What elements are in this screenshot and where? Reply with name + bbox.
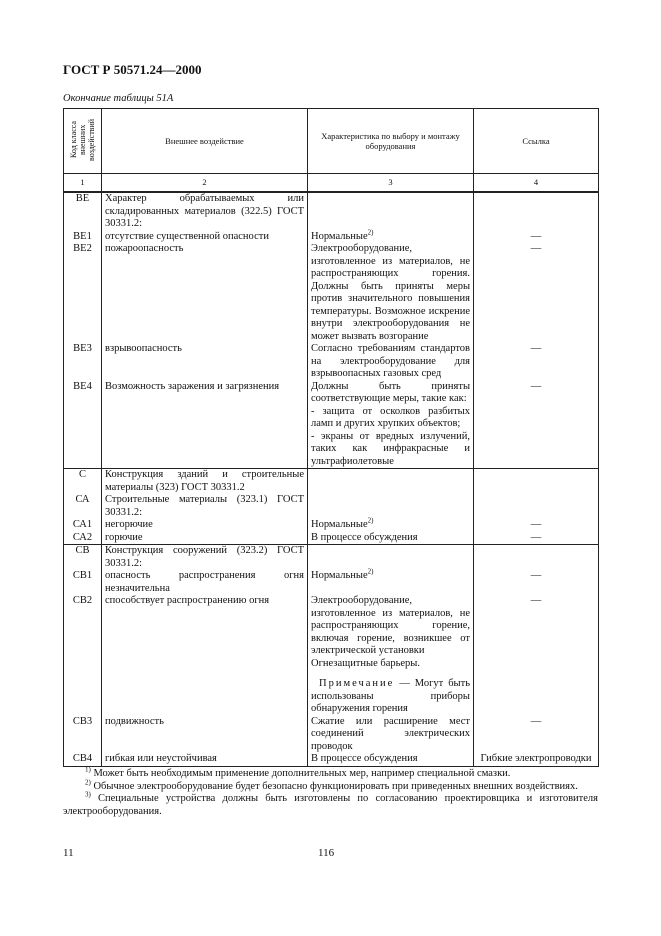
cell-characteristic: Электрооборудование, изготовленное из материалов, не распространяющих горения. Должны быть приняты меры против значительного повышения температуры. Возможное искрение внутри электрооборудования не может вызвать возгорание <box>308 243 474 343</box>
cell-code: С <box>64 469 102 495</box>
cell-code: BE1 <box>64 231 102 244</box>
cell-code: СА2 <box>64 532 102 545</box>
column-number: 3 <box>308 174 474 193</box>
column-number: 4 <box>474 174 599 193</box>
cell-code: СА1 <box>64 519 102 532</box>
table-row <box>64 243 599 343</box>
cell-influence: отсутствие существенной опасности <box>102 231 308 244</box>
cell-influence: негорючие <box>102 519 308 532</box>
table-row <box>64 545 599 571</box>
column-header-code: Код класса внешних воздействий <box>64 109 102 174</box>
cell-reference: Гибкие электропроводки <box>474 753 599 766</box>
cell-characteristic: Сжатие или расширение мест соединений электрических проводок <box>308 716 474 754</box>
column-header-reference: Ссылка <box>474 109 599 174</box>
cell-reference <box>474 494 599 519</box>
table-row <box>64 381 599 469</box>
column-header-characteristic: Характеристика по выбору и монтажу оборудования <box>308 109 474 174</box>
cell-code: BE4 <box>64 381 102 469</box>
cell-characteristic: В процессе обсуждения <box>308 753 474 766</box>
cell-code: СВ4 <box>64 753 102 766</box>
requirements-table <box>63 108 599 767</box>
table-row <box>64 494 599 519</box>
cell-reference: — <box>474 519 599 532</box>
cell-reference: — <box>474 595 599 716</box>
column-header-influence: Внешнее воздействие <box>102 109 308 174</box>
cell-reference: — <box>474 243 599 343</box>
cell-code: СВ1 <box>64 570 102 595</box>
cell-characteristic: Нормальные$^{2)}$ <box>308 519 474 532</box>
table-row <box>64 595 599 716</box>
footnote: $^{3)}$ Специальные устройства должны быть изготовлены по согласованию проектировщика и изготовителя электрооборудования. <box>63 790 598 817</box>
cell-code: BE <box>64 192 102 231</box>
table-row <box>64 343 599 381</box>
column-number: 1 <box>64 174 102 193</box>
cell-characteristic: Согласно требованиям стандартов на электрооборудование для взрывоопасных газовых сред <box>308 343 474 381</box>
cell-influence: Строительные материалы (323.1) ГОСТ 30331.2: <box>102 494 308 519</box>
cell-influence: Конструкция сооружений (323.2) ГОСТ 30331.2: <box>102 545 308 571</box>
table-caption: Окончание таблицы 51А <box>63 93 174 104</box>
cell-reference <box>474 192 599 231</box>
cell-influence: способствует распространению огня <box>102 595 308 716</box>
cell-code: BE2 <box>64 243 102 343</box>
cell-influence: Конструкция зданий и строительные материалы (323) ГОСТ 30331.2 <box>102 469 308 495</box>
cell-reference: — <box>474 570 599 595</box>
cell-characteristic: В процессе обсуждения <box>308 532 474 545</box>
table-row <box>64 469 599 495</box>
cell-reference: — <box>474 381 599 469</box>
cell-influence: горючие <box>102 532 308 545</box>
cell-influence: взрывоопасность <box>102 343 308 381</box>
table-row <box>64 192 599 231</box>
cell-characteristic: Нормальные$^{2)}$ <box>308 231 474 244</box>
cell-characteristic: Должны быть приняты соответствующие меры, такие как: - защита от осколков разбитых ламп и других хрупких объектов; - экраны от вредных излучений, таких как инфракрасные и ультрафиолетовые <box>308 381 474 469</box>
cell-characteristic <box>308 494 474 519</box>
footnote: $^{2)}$ Обычное электрооборудование будет безопасно функционировать при приведенных внешних воздействиях. <box>85 778 578 792</box>
cell-code: СВ <box>64 545 102 571</box>
table-row <box>64 753 599 766</box>
table-row <box>64 532 599 545</box>
cell-characteristic <box>308 469 474 495</box>
cell-characteristic: Электрооборудование, изготовленное из материалов, не распространяющих горение, включая горение, возникшее от электрической установки Огнезащитные барьеры. Примечание — Могут быть использованы приборы обнаружения горения <box>308 595 474 716</box>
cell-influence: гибкая или неустойчивая <box>102 753 308 766</box>
cell-code: СВ2 <box>64 595 102 716</box>
cell-influence: подвижность <box>102 716 308 754</box>
cell-influence: пожароопасность <box>102 243 308 343</box>
cell-reference: — <box>474 343 599 381</box>
page-side-number: 11 <box>63 847 74 859</box>
cell-reference <box>474 545 599 571</box>
cell-characteristic <box>308 192 474 231</box>
footnotes <box>63 765 598 818</box>
cell-code: BE3 <box>64 343 102 381</box>
table-row <box>64 231 599 244</box>
column-number: 2 <box>102 174 308 193</box>
document-title: ГОСТ Р 50571.24—2000 <box>63 62 202 77</box>
cell-reference: — <box>474 231 599 244</box>
footnote: $^{1)}$ Может быть необходимым применение дополнительных мер, например специальной смазки. <box>85 765 511 779</box>
page-number: 116 <box>318 847 335 859</box>
cell-characteristic: Нормальные$^{2)}$ <box>308 570 474 595</box>
cell-influence: Возможность заражения и загрязнения <box>102 381 308 469</box>
table-row <box>64 716 599 754</box>
table-row <box>64 519 599 532</box>
cell-influence: Характер обрабатываемых или складированных материалов (322.5) ГОСТ 30331.2: <box>102 192 308 231</box>
table-row <box>64 570 599 595</box>
cell-reference: — <box>474 716 599 754</box>
cell-influence: опасность распространения огня незначительна <box>102 570 308 595</box>
table-body <box>64 192 599 766</box>
cell-code: СВ3 <box>64 716 102 754</box>
cell-code: СА <box>64 494 102 519</box>
cell-reference: — <box>474 532 599 545</box>
cell-characteristic <box>308 545 474 571</box>
cell-reference <box>474 469 599 495</box>
